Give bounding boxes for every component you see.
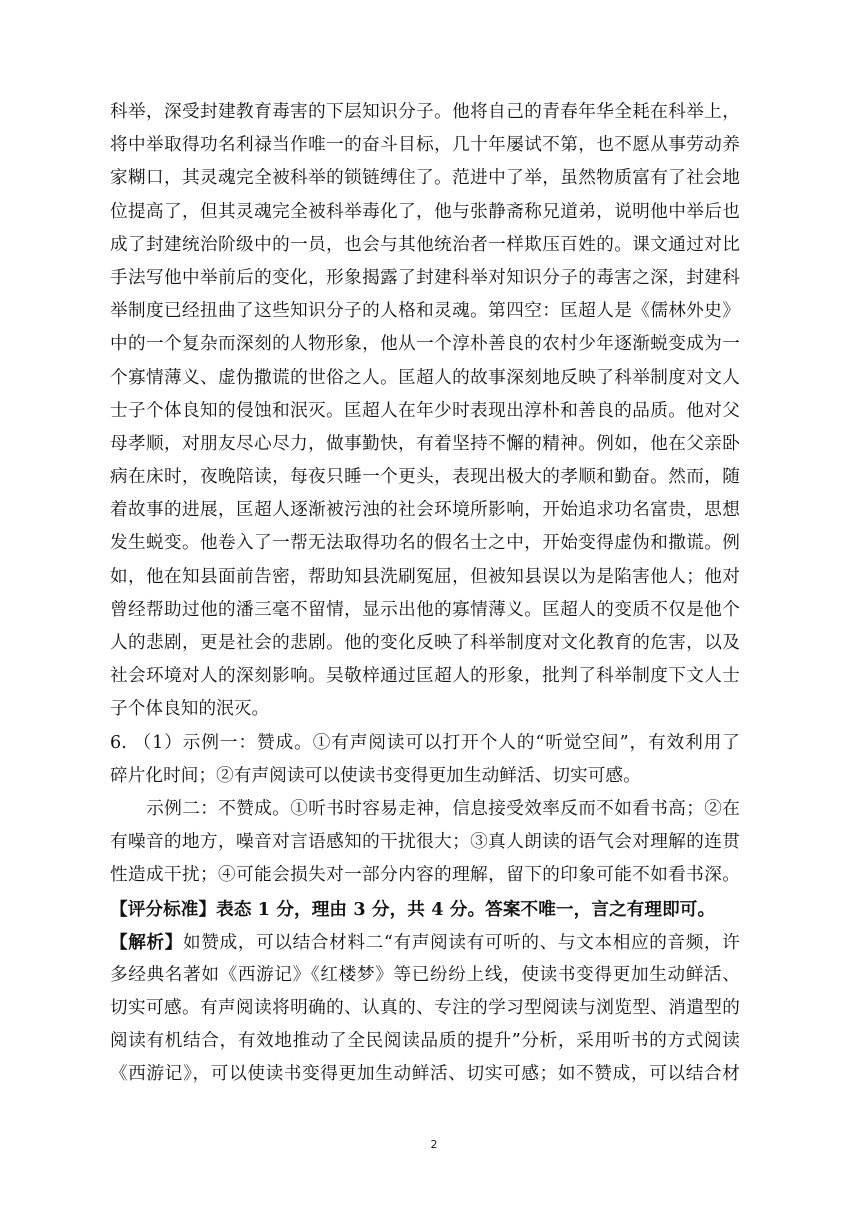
text-line: 家糊口，其灵魂完全被科举的锁链缚住了。范进中了举，虽然物质富有了社会地 [110,168,740,189]
text-line: 位提高了，但其灵魂完全被科举毒化了，他与张静斋称兄道弟，说明他中举后也 [110,201,740,222]
example-2-line: 性造成干扰；④可能会损失对一部分内容的理解，留下的印象可能不如看书深。 [110,865,740,886]
analysis-line: 多经典名著如《西游记》《红楼梦》等已纷纷上线，使读书变得更加生动鲜活、 [110,964,740,985]
page-number: 2 [430,1138,438,1151]
question-6-line: 6. （1）示例一：赞成。①有声阅读可以打开个人的“听觉空间”，有效利用了 [110,732,740,753]
text-line: 发生蜕变。他卷入了一帮无法取得功名的假名士之中，开始变得虚伪和撒谎。例 [110,533,740,554]
text-line: 人的悲剧，更是社会的悲剧。他的变化反映了科举制度对文化教育的危害，以及 [110,633,740,653]
text-line: 病在床时，夜晚陪读，每夜只睡一个更头，表现出极大的孝顺和勤奋。然而，随 [110,467,740,488]
scoring-standard: 【评分标准】表态 1 分，理由 3 分，共 4 分。答案不唯一，言之有理即可。 [110,898,716,920]
question-6-line: 碎片化时间；②有声阅读可以使读书变得更加生动鲜活、切实可感。 [110,765,641,786]
text-line: 如，他在知县面前告密，帮助知县洗刷冤屈，但被知县误以为是陷害他人；他对 [110,566,740,587]
text-line: 士子个体良知的侵蚀和泯灭。匡超人在年少时表现出淳朴和善良的品质。他对父 [110,400,740,421]
text-line: 曾经帮助过他的潘三毫不留情，显示出他的寡情薄义。匡超人的变质不仅是他个 [110,599,740,620]
analysis-line: 切实可感。有声阅读将明确的、认真的、专注的学习型阅读与浏览型、消遣型的 [110,998,740,1019]
text-line: 个寡情薄义、虚伪撒谎的世俗之人。匡超人的故事深刻地反映了科举制度对文人 [110,367,740,388]
text-line: 成了封建统治阶级中的一员，也会与其他统治者一样欺压百姓的。课文通过对比 [110,234,740,255]
analysis-label: 【解析】 [110,931,184,953]
text-line: 社会环境对人的深刻影响。吴敬梓通过匡超人的形象，批判了科举制度下文人士 [110,666,740,687]
text-line: 中的一个复杂而深刻的人物形象，他从一个淳朴善良的农村少年逐渐蜕变成为一 [110,334,740,355]
analysis-text: 如赞成，可以结合材料二“有声阅读有可听的、与文本相应的音频，许 [183,932,740,953]
example-2-line [110,793,740,826]
example-2-line: 有噪音的地方，噪音对言语感知的干扰很大；③真人朗读的语气会对理解的连贯 [110,832,740,853]
text-line: 举制度已经扭曲了这些知识分子的人格和灵魂。第四空：匡超人是《儒林外史》 [110,301,740,322]
analysis-line [110,926,740,959]
text-line: 子个体良知的泯灭。 [110,699,270,720]
analysis-line: 《西游记》，可以使读书变得更加生动鲜活、切实可感；如不赞成，可以结合材 [110,1064,740,1085]
document-body [110,96,740,1092]
text-line: 手法写他中举前后的变化，形象揭露了封建科举对知识分子的毒害之深，封建科 [110,267,740,288]
text-line: 着故事的进展，匡超人逐渐被污浊的社会环境所影响，开始追求功名富贵，思想 [110,500,740,521]
example-2-text: 示例二：不赞成。①听书时容易走神，信息接受效率反而不如看书高；②在 [146,798,740,819]
text-line: 科举，深受封建教育毒害的下层知识分子。他将自己的青春年华全耗在科举上， [110,102,740,122]
analysis-line: 阅读有机结合，有效地推动了全民阅读品质的提升”分析，采用听书的方式阅读 [110,1031,740,1052]
text-line: 母孝顺，对朋友尽心尽力，做事勤快，有着坚持不懈的精神。例如，他在父亲卧 [110,433,740,454]
text-line: 将中举取得功名利禄当作唯一的奋斗目标，几十年屡试不第，也不愿从事劳动养 [110,135,740,156]
